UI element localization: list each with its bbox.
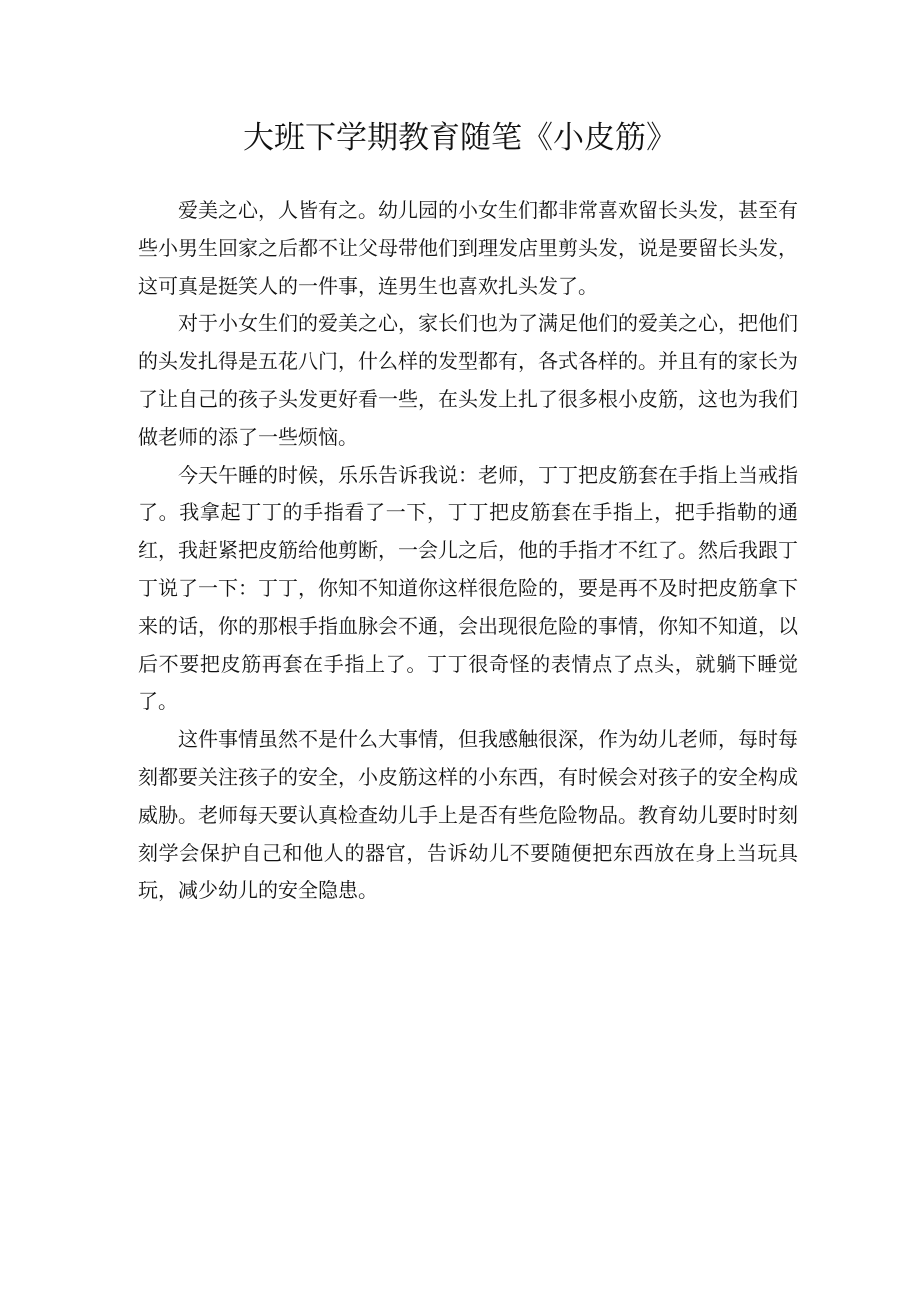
- paragraph-3: 今天午睡的时候，乐乐告诉我说：老师，丁丁把皮筋套在手指上当戒指了。我拿起丁丁的手指看了一下，丁丁把皮筋套在手指上，把手指勒的通红，我赶紧把皮筋给他剪断，一会儿之后，他的手指才不红了。然后我跟丁丁说了一下：丁丁，你知不知道你这样很危险的，要是再不及时把皮筋拿下来的话，你的那根手指血脉会不通，会出现很危险的事情，你知不知道，以后不要把皮筋再套在手指上了。丁丁很奇怪的表情点了点头，就躺下睡觉了。: [138, 462, 798, 714]
- document-body: [138, 192, 798, 910]
- paragraph-1: 爱美之心，人皆有之。幼儿园的小女生们都非常喜欢留长头发，甚至有些小男生回家之后都不让父母带他们到理发店里剪头发，说是要留长头发，这可真是挺笑人的一件事，连男生也喜欢扎头发了。: [138, 198, 798, 298]
- document-title: 大班下学期教育随笔《小皮筋》: [243, 120, 677, 156]
- paragraph-4: 这件事情虽然不是什么大事情，但我感触很深，作为幼儿老师，每时每刻都要关注孩子的安全，小皮筋这样的小东西，有时候会对孩子的安全构成威胁。老师每天要认真检查幼儿手上是否有些危险物品。教育幼儿要时时刻刻学会保护自己和他人的器官，告诉幼儿不要随便把东西放在身上当玩具玩，减少幼儿的安全隐患。: [138, 727, 798, 903]
- paragraph-2: 对于小女生们的爱美之心，家长们也为了满足他们的爱美之心，把他们的头发扎得是五花八门，什么样的发型都有，各式各样的。并且有的家长为了让自己的孩子头发更好看一些，在头发上扎了很多根小皮筋，这也为我们做老师的添了一些烦恼。: [138, 311, 798, 449]
